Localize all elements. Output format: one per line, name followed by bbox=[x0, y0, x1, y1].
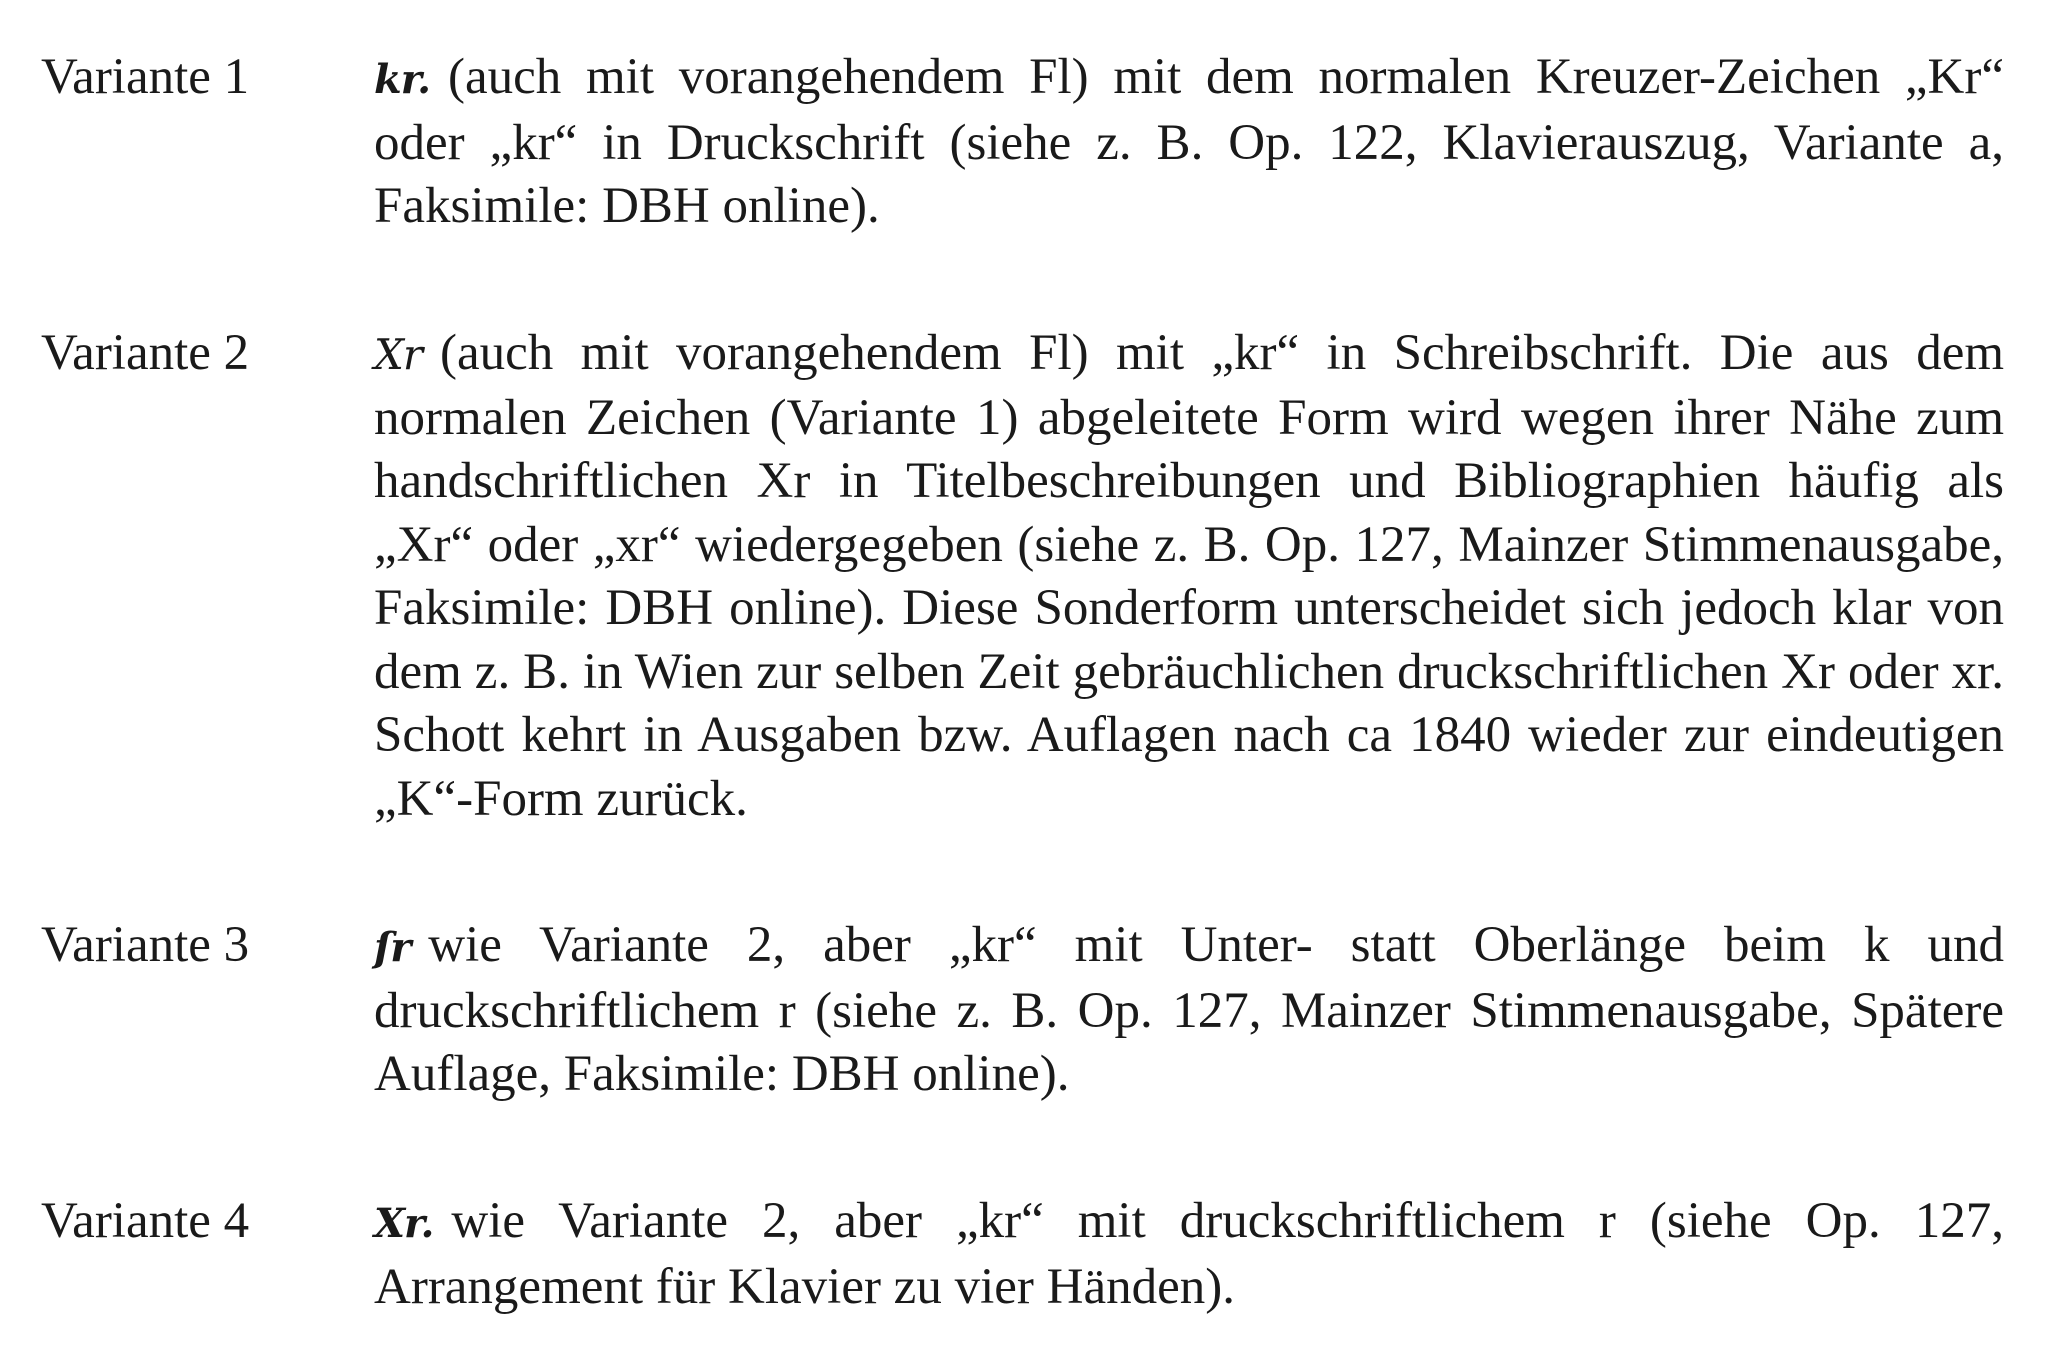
variant-label: Variante 3 bbox=[41, 917, 250, 973]
script-long-s-r-abbreviation-icon: ſr bbox=[374, 924, 411, 971]
script-xr-dot-abbreviation-icon: Xr. bbox=[374, 1200, 434, 1247]
variant-description bbox=[374, 914, 2004, 1107]
variant-label: Variante 1 bbox=[41, 49, 250, 105]
script-xr-abbreviation-icon: Xr bbox=[374, 330, 422, 379]
variant-description-text: (auch mit vorangehendem Fl) mit dem normalen Kreuzer-Zeichen „Kr“ oder „kr“ in Druckschrift (siehe z. B. Op. 122, Klavierauszug, Variante a, Faksimile: DBH online). bbox=[374, 49, 2004, 234]
variant-description bbox=[374, 46, 2004, 239]
variant-label: Variante 4 bbox=[41, 1193, 250, 1249]
variant-description-text: wie Variante 2, aber „kr“ mit druckschriftlichem r (siehe Op. 127, Arrangement für Klavier zu vier Händen). bbox=[374, 1193, 2004, 1315]
handwritten-kr-abbreviation-icon: kr. bbox=[374, 56, 431, 103]
variant-description-text: wie Variante 2, aber „kr“ mit Unter- statt Oberlänge beim k und druckschriftlichem r (siehe z. B. Op. 127, Mainzer Stimmenausgabe, Spätere Auflage, Faksimile: DBH online). bbox=[374, 917, 2004, 1102]
variant-description bbox=[374, 322, 2004, 831]
variant-label: Variante 2 bbox=[41, 325, 250, 381]
variant-description bbox=[374, 1190, 2004, 1319]
variant-description-text: (auch mit vorangehendem Fl) mit „kr“ in Schreibschrift. Die aus dem normalen Zeichen (Variante 1) abgeleitete Form wird wegen ihrer Nähe zum handschriftlichen Xr in Titelbeschreibungen und Bibliographien häufig als „Xr“ oder „xr“ wiedergegeben (siehe z. B. Op. 127, Mainzer Stimmenausgabe, Faksimile: DBH online). Diese Sonderform unterscheidet sich jedoch klar von dem z. B. in Wien zur selben Zeit gebräuchlichen druckschriftlichen Xr oder xr. Schott kehrt in Ausgaben bzw. Auflagen nach ca 1840 wieder zur eindeutigen „K“-Form zurück. bbox=[374, 325, 2004, 827]
